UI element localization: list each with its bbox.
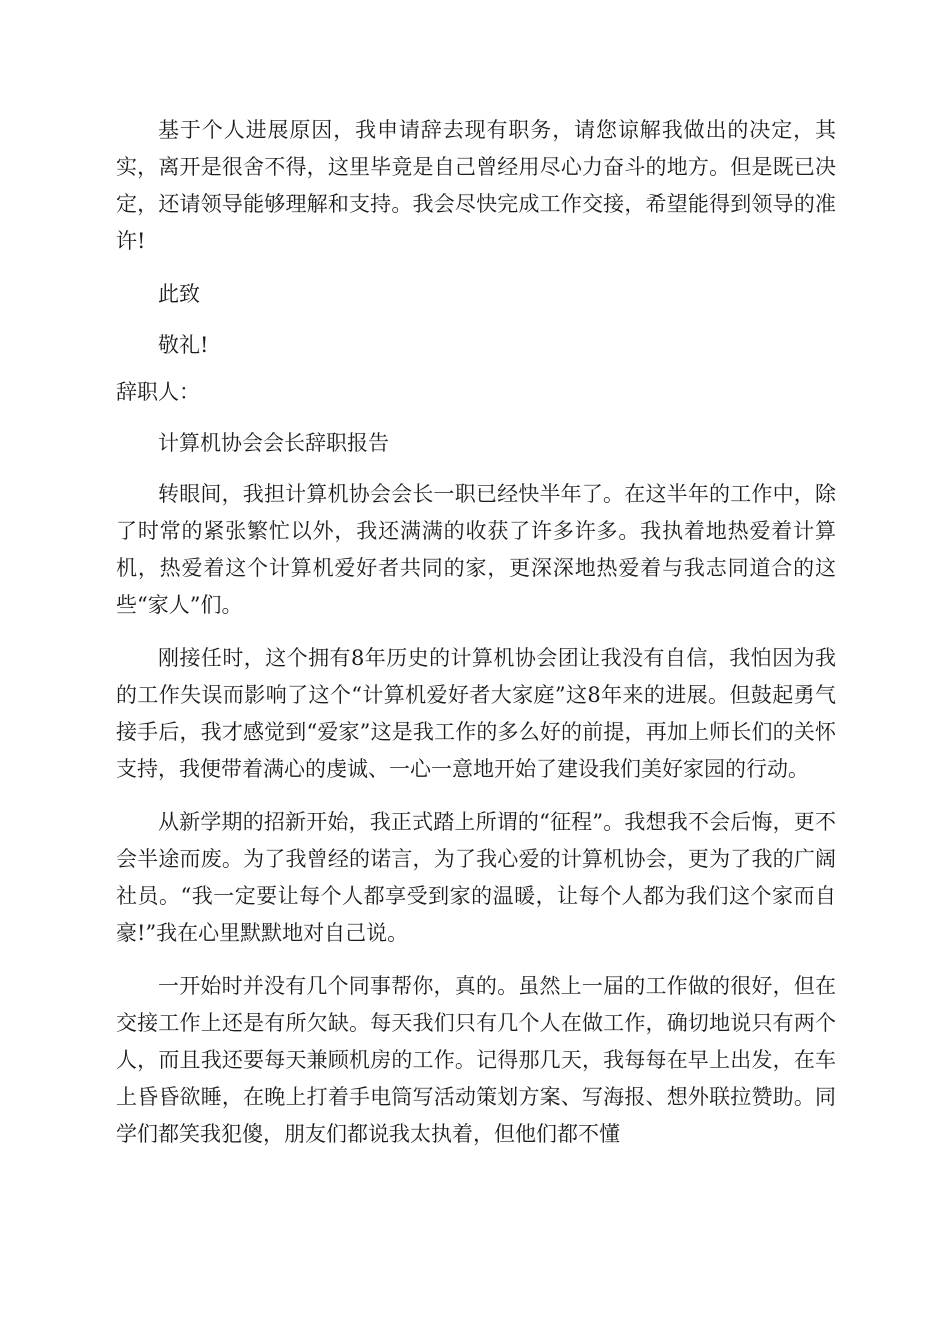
paragraph-resignation-reason: 基于个人进展原因，我申请辞去现有职务，请您谅解我做出的决定，其实，离开是很舍不得，这里毕竟是自己曾经用尽心力奋斗的地方。但是既已决定，还请领导能够理解和支持。我会尽快完成工作交接，希望能得到领导的准许! bbox=[116, 118, 836, 253]
paragraph-early-work: 一开始时并没有几个同事帮你，真的。虽然上一届的工作做的很好，但在交接工作上还是有所欠缺。每天我们只有几个人在做工作，确切地说只有两个人，而且我还要每天兼顾机房的工作。记得那几天，我每每在早上出发，在车上昏昏欲睡，在晚上打着手电筒写活动策划方案、写海报、想外联拉赞助。同学们都笑我犯傻，朋友们都说我太执着，但他们都不懂 bbox=[116, 974, 836, 1146]
closing-regards: 敬礼! bbox=[158, 333, 209, 357]
paragraph-taking-office: 刚接任时，这个拥有8年历史的计算机协会团让我没有自信，我怕因为我的工作失误而影响了这个“计算机爱好者大家庭”这8年来的进展。但鼓起勇气接手后，我才感觉到“爱家”这是我工作的多么好的前提，再加上师长们的关怀支持，我便带着满心的虔诚、一心一意地开始了建设我们美好家园的行动。 bbox=[116, 646, 836, 781]
signature-line: 辞职人： bbox=[116, 380, 200, 404]
closing-salutation: 此致 bbox=[158, 282, 200, 306]
report-title: 计算机协会会长辞职报告 bbox=[158, 431, 389, 455]
document-page bbox=[116, 112, 836, 1153]
paragraph-new-semester: 从新学期的招新开始，我正式踏上所谓的“征程”。我想我不会后悔，更不会半途而废。为了我曾经的诺言，为了我心爱的计算机协会，更为了我的广阔社员。“我一定要让每个人都享受到家的温暖，让每个人都为我们这个家而自豪!”我在心里默默地对自己说。 bbox=[116, 810, 836, 945]
paragraph-half-year: 转眼间，我担计算机协会会长一职已经快半年了。在这半年的工作中，除了时常的紧张繁忙以外，我还满满的收获了许多许多。我执着地热爱着计算机，热爱着这个计算机爱好者共同的家，更深深地热爱着与我志同道合的这些“家人”们。 bbox=[116, 482, 836, 617]
